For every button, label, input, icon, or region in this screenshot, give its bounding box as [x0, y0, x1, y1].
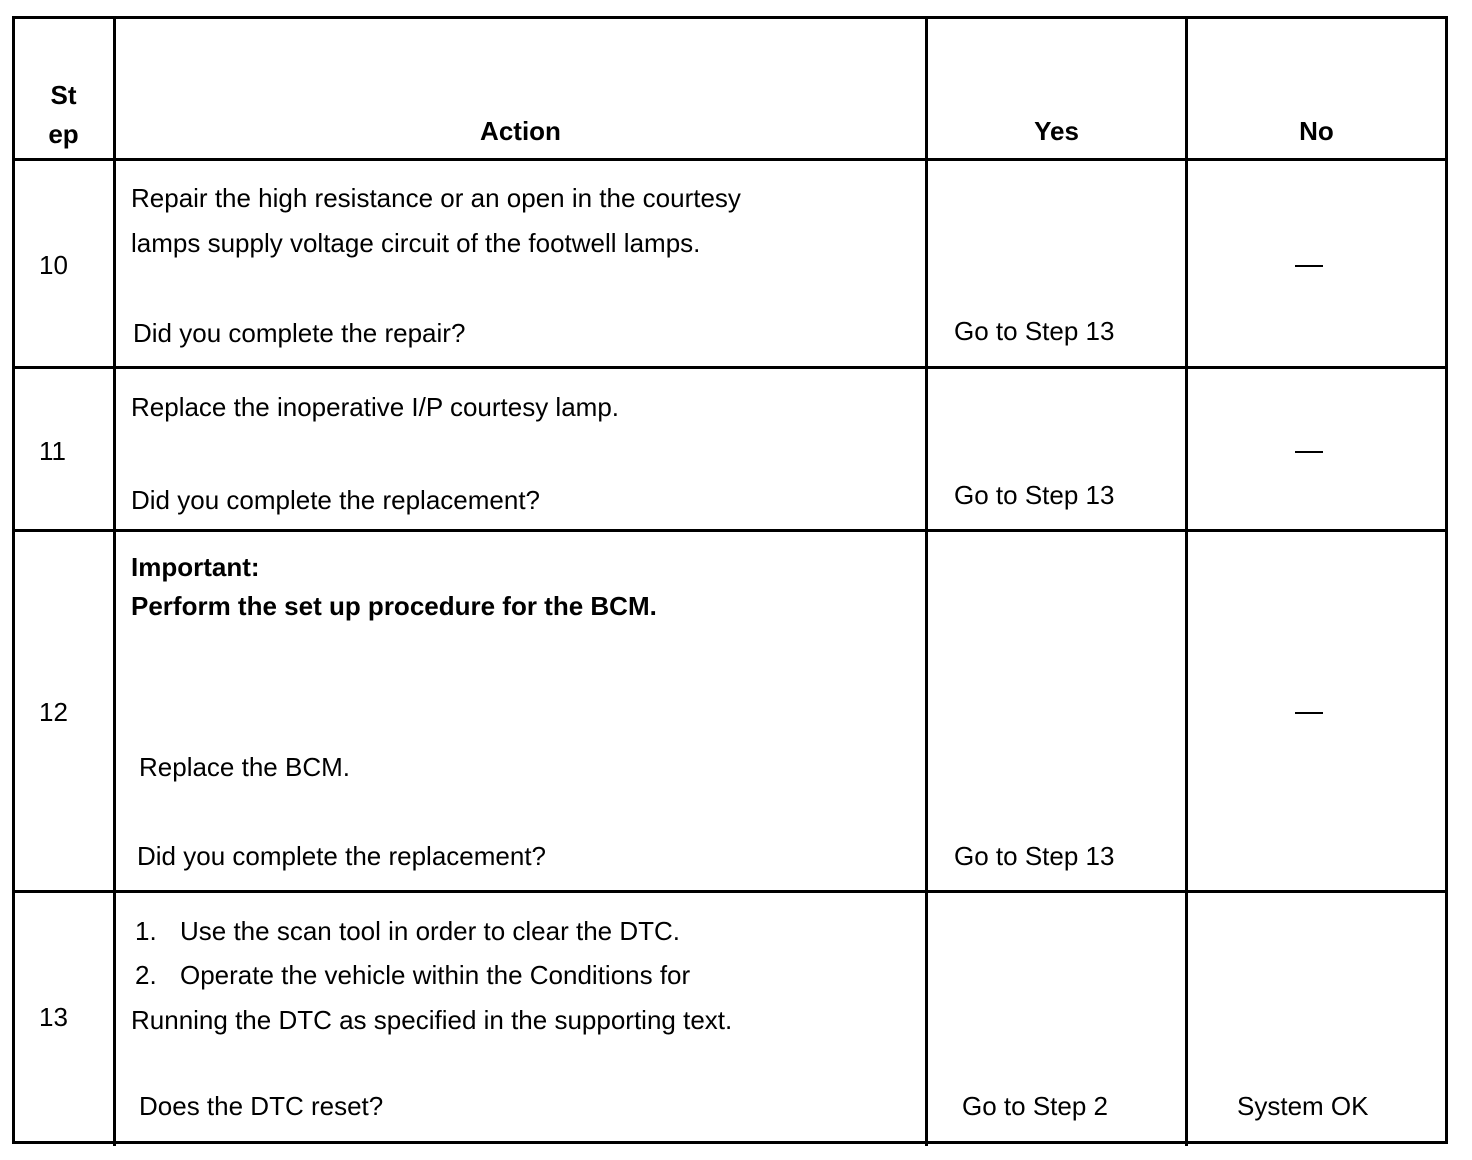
step-number: 12: [39, 697, 68, 727]
yes-result: Go to Step 13: [954, 480, 1115, 510]
no-result: System OK: [1237, 1091, 1369, 1121]
table-border-top: [12, 16, 1448, 19]
question-text: Does the DTC reset?: [139, 1091, 384, 1121]
action-text: lamps supply voltage circuit of the footwell lamps.: [131, 228, 701, 258]
question-text: Did you complete the replacement?: [131, 485, 541, 515]
no-result-text: [1295, 699, 1321, 730]
header-step-line1: St: [50, 80, 77, 110]
header-step-line2: ep: [48, 119, 79, 149]
important-label: Important:: [131, 552, 260, 582]
column-divider: [113, 16, 116, 1146]
list-item-number: 1.: [135, 916, 157, 946]
header-divider: [12, 158, 1448, 161]
table-border-left: [12, 16, 15, 1144]
table-border-bottom: [12, 1141, 1448, 1144]
step-number: 13: [39, 1002, 68, 1032]
action-text: Replace the BCM.: [139, 752, 350, 782]
table-border-right: [1445, 16, 1448, 1144]
row-divider: [12, 890, 1448, 893]
row-divider: [12, 529, 1448, 532]
action-text: Replace the inoperative I/P courtesy lamp.: [131, 392, 620, 422]
question-text: Did you complete the replacement?: [137, 841, 547, 871]
list-item-number: 2.: [135, 960, 157, 990]
action-text: Running the DTC as specified in the supporting text.: [131, 1005, 733, 1035]
header-yes: Yes: [1034, 116, 1079, 146]
column-divider: [1185, 16, 1188, 1146]
header-step: [14, 76, 113, 154]
yes-result: Go to Step 2: [962, 1091, 1108, 1121]
step-number: 11: [39, 436, 66, 466]
important-text: Perform the set up procedure for the BCM.: [131, 591, 657, 621]
step-number: 10: [39, 250, 68, 280]
column-divider: [925, 16, 928, 1146]
yes-result: Go to Step 13: [954, 316, 1115, 346]
action-text: Repair the high resistance or an open in the courtesy: [131, 183, 741, 213]
no-result-text: [1295, 252, 1321, 283]
list-item-text: Operate the vehicle within the Conditions for: [180, 960, 691, 990]
no-result-text: [1295, 438, 1321, 469]
row-divider: [12, 366, 1448, 369]
header-no: No: [1299, 116, 1334, 146]
header-action: Action: [480, 116, 561, 146]
list-item-text: Use the scan tool in order to clear the DTC.: [180, 916, 681, 946]
question-text: Did you complete the repair?: [133, 318, 466, 348]
yes-result: Go to Step 13: [954, 841, 1115, 871]
